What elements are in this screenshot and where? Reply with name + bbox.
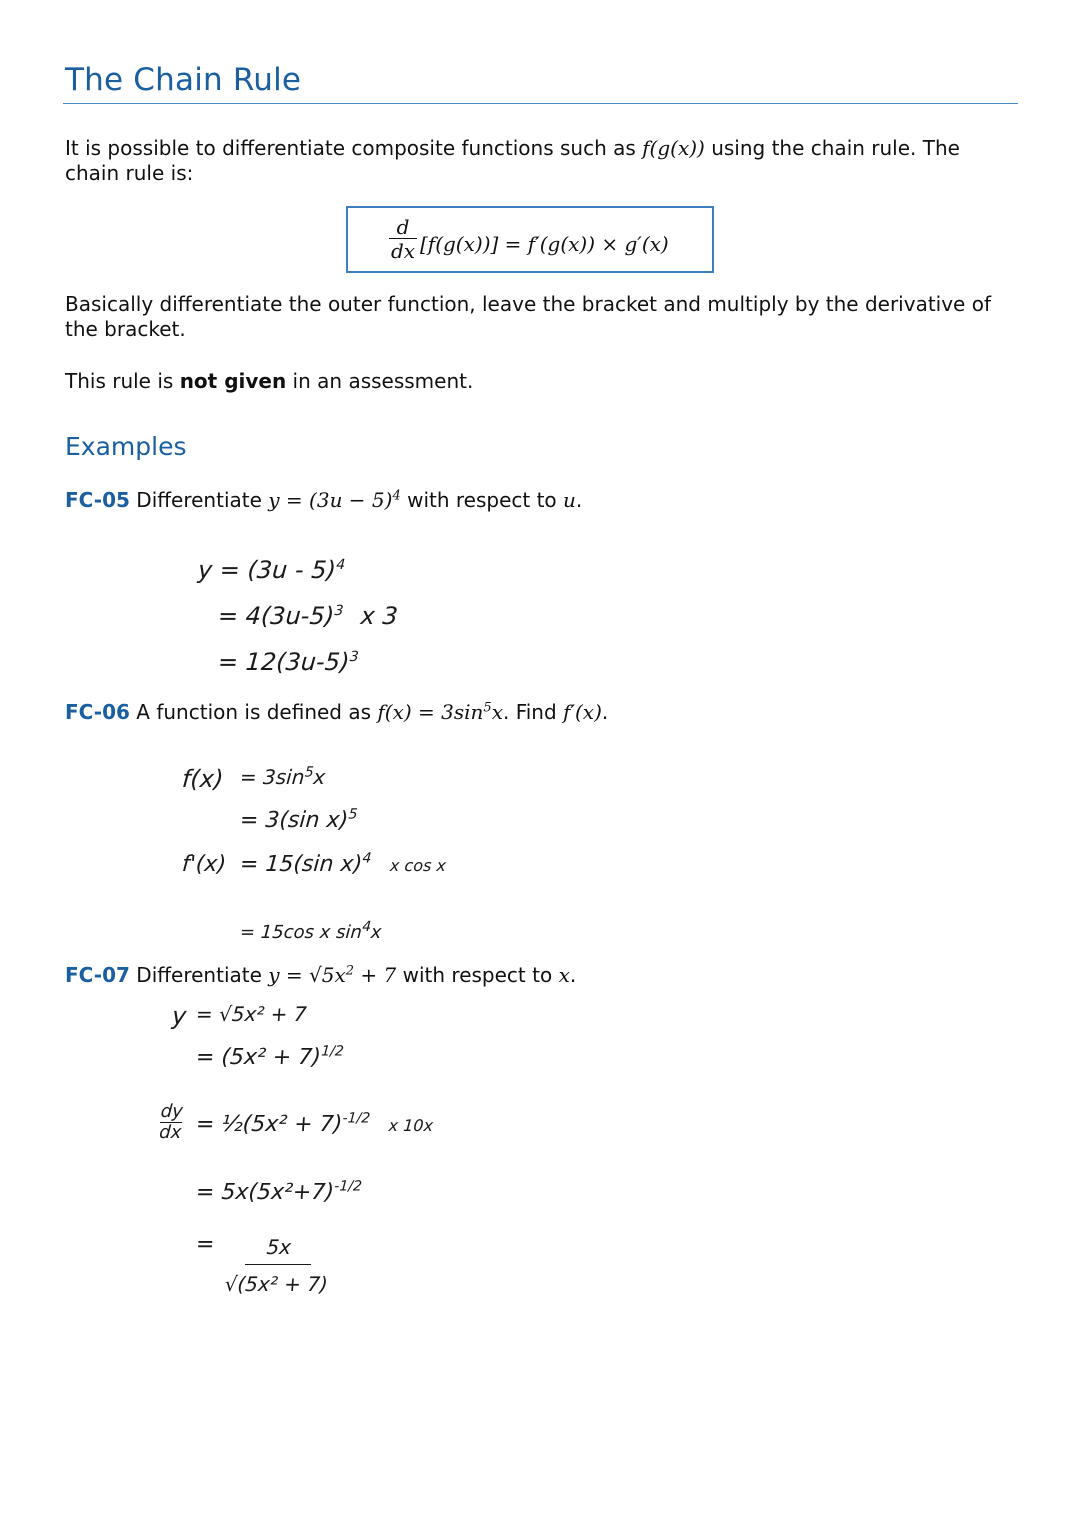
working-exponent: 5 [304,764,315,781]
working-fc05-line3 [217,648,359,676]
working-fc07-line2 [195,1045,344,1070]
example-question-fc07 [65,963,576,988]
chain-rule-formula-box [346,206,714,273]
not-given-paragraph [65,369,1005,394]
working-exponent: -1/2 [333,1178,363,1195]
question-math: f(x) = 3sin [377,700,484,724]
working-expression: = 3(sin x) [239,808,349,833]
working-expression: = 4(3u-5) [217,602,336,630]
working-exponent: 3 [333,603,344,619]
not-given-bold: not given [179,369,287,393]
working-exponent: 5 [347,806,359,823]
working-fc06-lhs3: f'(x) [181,852,227,877]
intro-paragraph [65,136,1005,186]
working-multiplier: x 10x [388,1116,434,1135]
result-numerator: 5x [265,1235,292,1259]
working-expression: = 15(sin x) [239,852,363,877]
working-fc07-lhs1: y [171,1002,188,1030]
question-exponent: 5 [483,700,492,716]
fraction-bar [245,1264,311,1265]
working-fc06-line2 [239,808,358,833]
working-expression: = 5x(5x²+7) [195,1180,335,1205]
example-question-fc06 [65,700,608,725]
working-expression: = 12(3u-5) [217,648,351,676]
dy-numerator: dy [160,1101,184,1122]
intro-math: f(g(x)) [642,136,705,160]
working-fc07-line5-fraction [224,1232,332,1299]
working-fc06-line1 [239,765,326,789]
operator-denominator: dx [390,239,416,263]
not-given-text-b: in an assessment. [286,369,474,393]
working-fc05-line2 [217,602,399,630]
working-expression: = 15cos x sin [239,922,363,943]
question-exponent: 4 [392,488,401,504]
intro-text-b: using the chain rule. The chain rule is: [65,136,960,185]
working-fc07-lhs3 [159,1102,184,1143]
working-multiplier: x 3 [359,602,399,630]
operator-numerator: d [396,215,410,239]
question-code: FC-06 [65,700,130,724]
examples-heading: Examples [65,432,187,461]
working-fc06-line4 [239,919,383,943]
working-exponent: 3 [349,649,360,665]
working-exponent: -1/2 [342,1110,371,1127]
explanation-paragraph: Basically differentiate the outer function, leave the bracket and multiply by the derivative of the bracket. [65,292,991,341]
working-expression: = 3sin [239,765,306,789]
not-given-text-a: This rule is [65,369,180,393]
dx-denominator: dx [158,1122,183,1143]
working-fc07-line1: = √5x² + 7 [195,1002,308,1026]
working-variable: x [312,765,327,789]
question-text: . Find [502,700,564,724]
working-expression: = ½(5x² + 7) [195,1112,344,1137]
title-underline [63,103,1018,104]
formula-expression: [f(g(x))] = f′(g(x)) × g′(x) [420,232,669,256]
question-text: Differentiate [129,963,269,987]
working-exponent: 1/2 [320,1043,345,1060]
question-math: y = (3u − 5) [268,488,393,512]
working-variable: x [370,922,383,943]
working-expression: y = (3u - 5) [197,556,337,584]
question-text: A function is defined as [129,700,378,724]
working-fc06-lhs1: f(x) [181,765,225,793]
question-exponent: 2 [345,963,355,979]
working-fc05-line1 [197,556,346,584]
question-math: y = √5x [268,963,346,987]
question-code: FC-05 [65,488,130,512]
intro-text-a: It is possible to differentiate composite functions such as [65,136,643,160]
question-code: FC-07 [65,963,130,987]
question-period: . [575,488,583,512]
question-variable: x [558,963,570,987]
working-exponent: 4 [361,919,372,935]
question-math: x [491,700,503,724]
derivative-operator [388,216,418,263]
working-expression: = (5x² + 7) [195,1045,322,1070]
working-multiplier: x cos x [389,856,447,875]
question-period: . [601,700,609,724]
working-fc07-line5-eq: = [195,1232,216,1257]
working-exponent: 4 [335,557,346,573]
question-math: f′(x) [563,700,602,724]
question-math: + 7 [354,963,397,987]
question-text: with respect to [400,488,564,512]
question-text: Differentiate [129,488,269,512]
working-fc06-line3 [239,852,447,877]
working-fc07-line3 [195,1112,434,1137]
question-variable: u [563,488,576,512]
working-exponent: 4 [361,850,373,867]
question-text: with respect to [396,963,559,987]
example-question-fc05 [65,488,582,513]
question-period: . [569,963,577,987]
result-denominator: √(5x² + 7) [223,1272,329,1296]
working-fc07-line4 [195,1180,362,1205]
page-title: The Chain Rule [65,62,302,98]
